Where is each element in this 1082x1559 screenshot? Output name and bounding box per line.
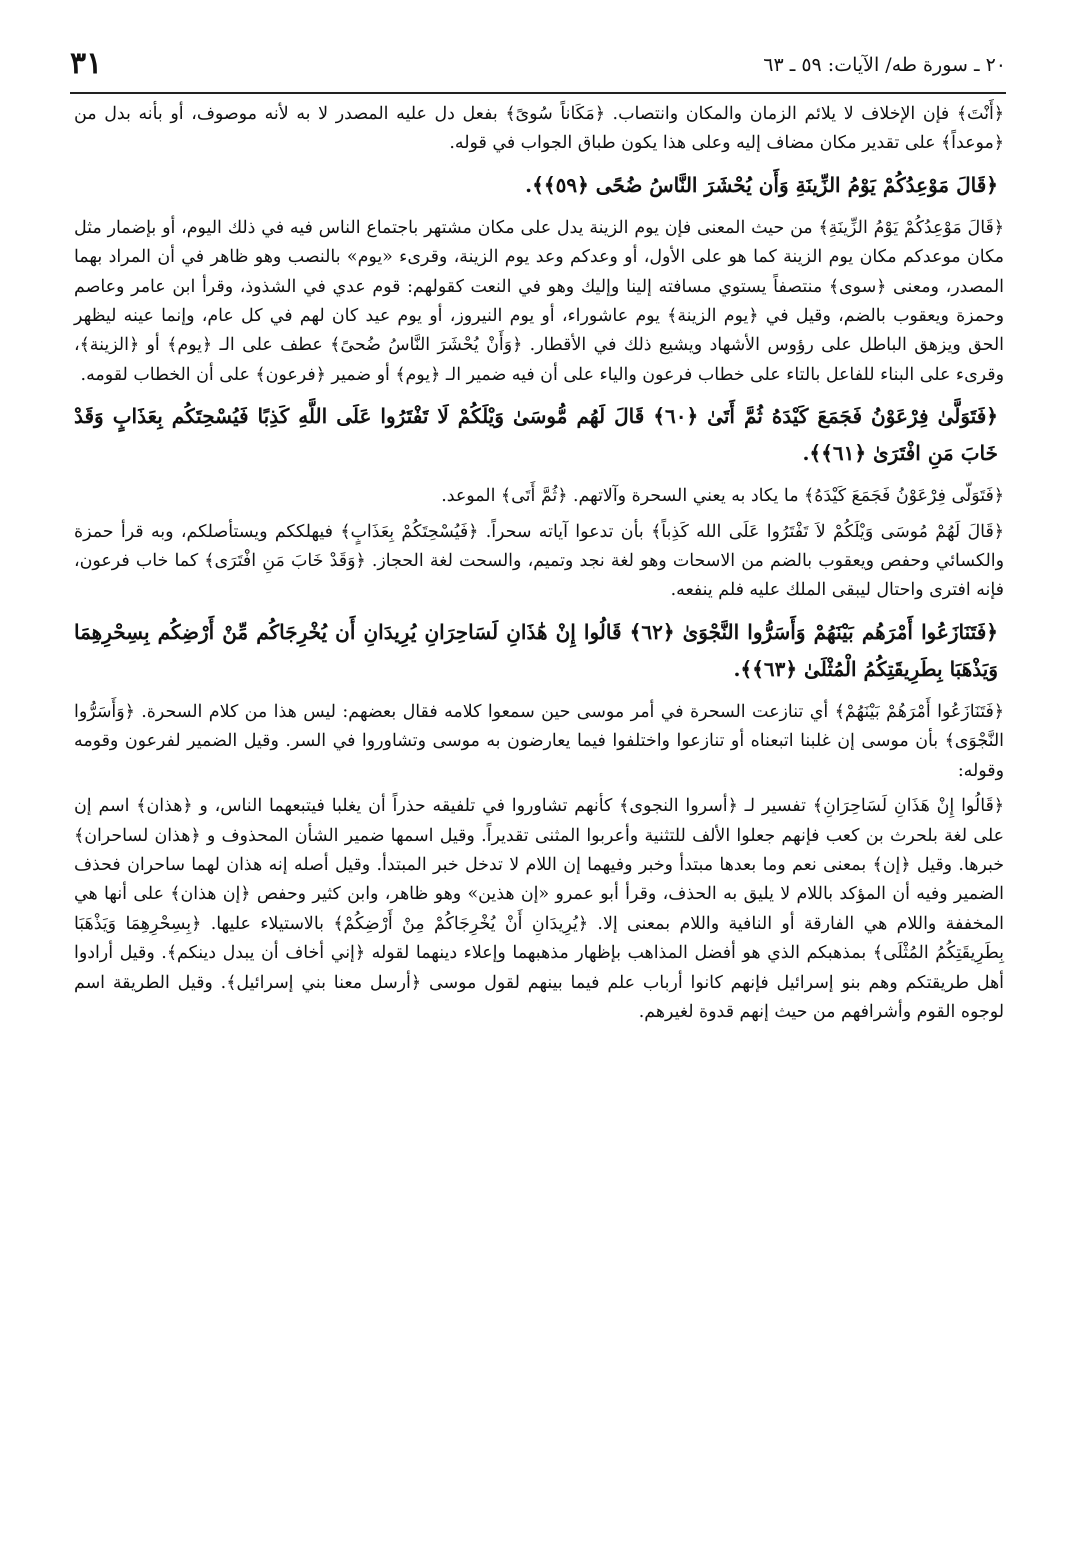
page-body <box>74 100 1004 1033</box>
commentary-paragraph-6: ﴿قَالُوا إِنْ هَذَانِ لَسَاحِرَانِ﴾ تفسير لـ ﴿أسروا النجوى﴾ كأنهم تشاوروا في تلفيقه حذراً أن يغلبا فيتبعهما الناس، و ﴿هذان﴾ اسم إن على لغة بلحرث بن كعب فإنهم جعلوا الألف للتثنية وأعربوا المثنى تقديراً. وقيل اسمها ضمير الشأن المحذوف و ﴿هذان لساحران﴾ خبرها. وقيل ﴿إن﴾ بمعنى نعم وما بعدها مبتدأ وخبر وفيهما إن اللام لا تدخل خبر المبتدأ. وقيل أصله إنه هذان لهما ساحران فحذف الضمير وفيه أن المؤكد باللام لا يليق به الحذف، وقرأ أبو عمرو «إن هذين» وهو ظاهر، وابن كثير وحفص ﴿إن هذان﴾ على أنها هي المخففة واللام هي الفارقة أو النافية واللام بمعنى إلا. ﴿يُرِيدَانِ أَنْ يُخْرِجَاكُمْ مِنْ أَرْضِكُمْ﴾ بالاستيلاء عليها. ﴿بِسِحْرِهِمَا وَيَذْهَبَا بِطَرِيقَتِكُمُ المُثْلَى﴾ بمذهبكم الذي هو أفضل المذاهب بإظهار مذهبهما وإعلاء دينهما لقوله ﴿إني أخاف أن يبدل دينكم﴾. وقيل أرادوا أهل طريقتكم وهم بنو إسرائيل فإنهم كانوا أرباب علم فيما بينهم لقول موسى ﴿أرسل معنا بني إسرائيل﴾. وقيل الطريقة اسم لوجوه القوم وأشرافهم من حيث إنهم قدوة لغيرهم. <box>74 796 1004 1022</box>
quran-verse-59: ﴿قَالَ مَوْعِدُكُمْ يَوْمُ الزِّينَةِ وَأَن يُحْشَرَ النَّاسُ ضُحًى ﴿٥٩﴾﴾. <box>525 172 998 197</box>
commentary-paragraph-3: ﴿فَتَوَلّى فِرْعَوْنُ فَجَمَعَ كَيْدَهُ﴾ ما يكاد به يعني السحرة وآلاتهم. ﴿ثُمَّ أَتَى﴾ الموعد. <box>441 486 1004 507</box>
page-number: ٣١ <box>70 46 103 81</box>
commentary-paragraph-5: ﴿فَتَنَازَعُوا أَمْرَهُمْ بَيْنَهُمْ﴾ أي تنازعت السحرة في أمر موسى حين سمعوا كلامه فقال بعضهم: ليس هذا من كلام السحرة. ﴿وَأَسَرُّوا النَّجْوَى﴾ بأن موسى إن غلبنا اتبعناه أو تنازعوا واختلفوا فيما يعارضون به موسى وتشاوروا في السر. وقيل الضمير لفرعون وقومه وقوله: <box>74 701 1004 781</box>
quran-verses-62-63: ﴿فَتَنَازَعُوا أَمْرَهُم بَيْنَهُمْ وَأَسَرُّوا النَّجْوَىٰ ﴿٦٢﴾ قَالُوا إِنْ هَٰذَانِ لَسَاحِرَانِ يُرِيدَانِ أَن يُخْرِجَاكُم مِّنْ أَرْضِكُم بِسِحْرِهِمَا وَيَذْهَبَا بِطَرِيقَتِكُمُ الْمُثْلَىٰ ﴿٦٣﴾﴾. <box>74 619 998 681</box>
commentary-paragraph-1: ﴿أَنْتَ﴾ فإن الإخلاف لا يلائم الزمان والمكان وانتصاب. ﴿مَكَاناً سُوىً﴾ بفعل دل عليه المصدر لا به لأنه موصوف، أو بأنه بدل من ﴿موعداً﴾ على تقدير مكان مضاف إليه وعلى هذا يكون طباق الجواب في قوله. <box>74 104 1004 154</box>
running-title: ٢٠ ـ سورة طه/ الآيات: ٥٩ ـ ٦٣ <box>763 54 1006 76</box>
quran-verses-60-61: ﴿فَتَوَلَّىٰ فِرْعَوْنُ فَجَمَعَ كَيْدَهُ ثُمَّ أَتَىٰ ﴿٦٠﴾ قَالَ لَهُم مُّوسَىٰ وَيْلَكُمْ لَا تَفْتَرُوا عَلَى اللَّهِ كَذِبًا فَيُسْحِتَكُم بِعَذَابٍ وَقَدْ خَابَ مَنِ افْتَرَىٰ ﴿٦١﴾﴾. <box>74 404 998 466</box>
page-header <box>70 40 1006 94</box>
commentary-paragraph-4: ﴿قَالَ لَهُمْ مُوسَى وَيْلَكُمْ لاَ تَفْتَرُوا عَلَى الله كَذِباً﴾ بأن تدعوا آياته سحراً. ﴿فَيُسْحِتَكُمْ بِعَذَابٍ﴾ فيهلككم ويستأصلكم، وبه قرأ حمزة والكسائي وحفص ويعقوب بالضم من الاسحات وهو لغة نجد وتميم، والسحت لغة الحجاز. ﴿وَقَدْ خَابَ مَنِ افْتَرَى﴾ كما خاب فرعون، فإنه افترى واحتال ليبقى الملك عليه فلم ينفعه. <box>74 521 1004 601</box>
commentary-paragraph-2: ﴿قَالَ مَوْعِدُكُمْ يَوْمُ الزِّينَةِ﴾ من حيث المعنى فإن يوم الزينة يدل على مكان مشتهر باجتماع الناس فيه في ذلك اليوم، أو بإضمار مثل مكان موعدكم مكان يوم الزينة كما هو على الأول، أو وعدكم وعد يوم الزينة، وقرىء «يوم» بالنصب وهو ظاهر في أن المراد بهما المصدر، ومعنى ﴿سوى﴾ منتصفاً يستوي مسافته إلينا وإليك وهو في النعت كقولهم: قوم عدي في الشذوذ، وقرأ ابن عامر وعاصم وحمزة ويعقوب بالضم، وقيل في ﴿يوم الزينة﴾ يوم عاشوراء، أو يوم النيروز، أو يوم عيد كان لهم في كل عام، وإنما عينه ليظهر الحق ويزهق الباطل على رؤوس الأشهاد ويشيع ذلك في الأقطار. ﴿وَأَنْ يُحْشَرَ النَّاسُ ضُحىً﴾ عطف على الـ ﴿يوم﴾ أو ﴿الزينة﴾، وقرىء على البناء للفاعل بالتاء على خطاب فرعون والياء على أن فيه ضمير الـ ﴿يوم﴾ أو ضمير ﴿فرعون﴾ على أن الخطاب لقومه. <box>74 217 1004 385</box>
